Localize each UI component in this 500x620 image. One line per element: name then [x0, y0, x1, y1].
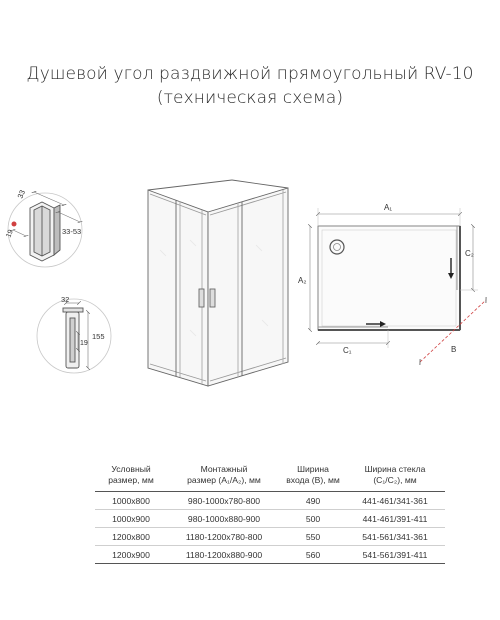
cell-size: 1200x900 [95, 546, 167, 564]
cell-entrance: 490 [281, 492, 345, 510]
col-header-glass: Ширина стекла (C₁/C₂), мм [345, 461, 445, 492]
title-line-1: Душевой угол раздвижной прямоугольный RV-10 [26, 64, 474, 84]
cell-mounting: 1180-1200x780-800 [167, 528, 281, 546]
handle-dim-height: 155 [92, 332, 105, 341]
door-handle-right [210, 289, 215, 307]
handle-dim-inner: 19 [80, 340, 88, 347]
enclosure-3d-view [148, 180, 288, 386]
title-line-2: (техническая схема) [156, 88, 344, 108]
handle-dim-width: 32 [61, 295, 70, 304]
col-header-mounting: Монтажный размер (A₁/A₂), мм [167, 461, 281, 492]
profile-marker [12, 222, 17, 227]
cell-entrance: 500 [281, 510, 345, 528]
profile-dim-side: 33-53 [62, 227, 82, 236]
plan-label-c1: C₁ [343, 346, 352, 355]
cell-mounting: 980-1000x780-800 [167, 492, 281, 510]
handle-bar [63, 308, 83, 368]
cell-glass: 541-561/341-361 [345, 528, 445, 546]
cell-size: 1000x800 [95, 492, 167, 510]
profile-detail [5, 189, 82, 267]
door-handle-left [199, 289, 204, 307]
spec-table-header [95, 461, 445, 492]
col-header-size: Условный размер, мм [95, 461, 167, 492]
cell-glass: 441-461/391-411 [345, 510, 445, 528]
table-row [95, 492, 445, 510]
profile-dim-small: 19 [5, 228, 15, 239]
cell-glass: 541-561/391-411 [345, 546, 445, 564]
plan-view [298, 203, 486, 362]
table-row [95, 510, 445, 528]
cell-mounting: 1180-1200x880-900 [167, 546, 281, 564]
cell-entrance: 550 [281, 528, 345, 546]
plan-label-c2: C₂ [465, 249, 474, 258]
table-row [95, 528, 445, 546]
cell-glass: 441-461/341-361 [345, 492, 445, 510]
table-row [95, 546, 445, 564]
plan-label-a2: A₂ [298, 276, 307, 285]
cell-size: 1200x800 [95, 528, 167, 546]
col-header-entrance: Ширина входа (B), мм [281, 461, 345, 492]
cell-size: 1000x900 [95, 510, 167, 528]
cell-entrance: 560 [281, 546, 345, 564]
spec-table [95, 461, 445, 564]
plan-label-a1: A₁ [384, 203, 393, 212]
handle-detail [37, 295, 111, 373]
cell-mounting: 980-1000x880-900 [167, 510, 281, 528]
profile-extrusion [30, 202, 60, 261]
profile-dim-top: 33 [15, 188, 27, 200]
plan-label-b: B [451, 345, 457, 354]
shower-tray [318, 226, 460, 330]
